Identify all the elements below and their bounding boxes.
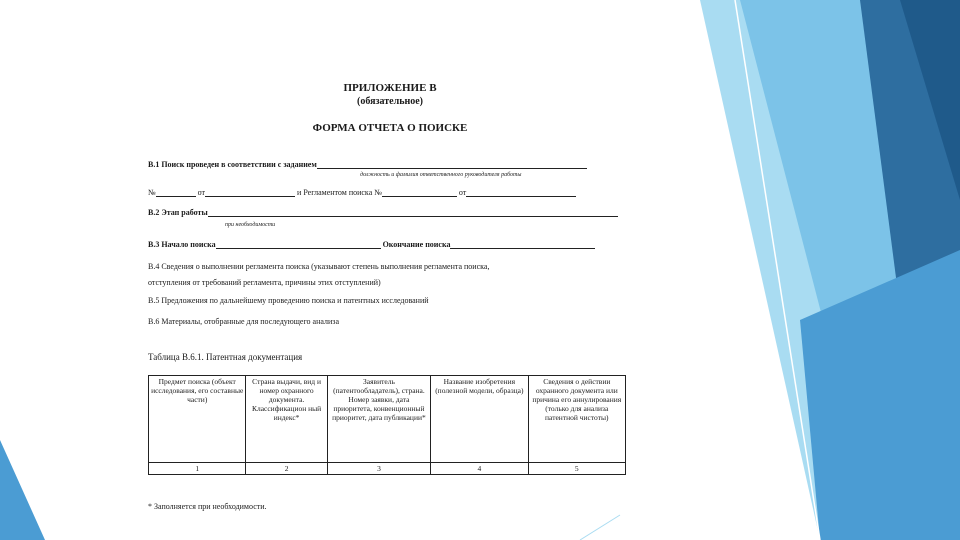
table-number-cell: 5 <box>528 463 625 475</box>
b4-line1: В.4 Сведения о выполнении регламента поиска (указывают степень выполнения регламента поиска, <box>148 262 490 271</box>
table-number-cell: 3 <box>327 463 430 475</box>
table-number-cell: 2 <box>246 463 327 475</box>
b5-line: В.5 Предложения по дальнейшему проведению поиска и патентных исследований <box>148 296 429 305</box>
table-header-row <box>149 376 626 463</box>
table-header-cell: Название изобретения (полезной модели, образца) <box>431 376 528 463</box>
b2-hint: при необходимости <box>225 222 276 228</box>
b2-line <box>148 208 618 217</box>
reg-label: и Регламентом поиска № <box>297 188 382 197</box>
b4-line2: отступления от требований регламента, причины этих отступлений) <box>148 278 381 287</box>
table-header-cell: Сведения о действии охранного документа или причина его аннулирования (только для анализа патентной чистоты) <box>528 376 625 463</box>
form-title: ФОРМА ОТЧЕТА О ПОИСКЕ <box>312 122 468 134</box>
num-label: № <box>148 188 156 197</box>
b1-line <box>148 160 587 169</box>
b1-label: В.1 Поиск проведен в соответствии с заданием <box>148 160 317 169</box>
from-label: от <box>197 188 206 197</box>
table-header-cell: Заявитель (патентообладатель), страна. Номер заявки, дата приоритета, конвенционный приоритет, дата публикации* <box>327 376 430 463</box>
footnote: * Заполняется при необходимости. <box>148 502 267 511</box>
patent-table <box>148 375 626 475</box>
from-label-2: от <box>458 188 467 197</box>
b6-line: В.6 Материалы, отобранные для последующего анализа <box>148 317 339 326</box>
b3-line <box>148 240 595 249</box>
table-number-cell: 4 <box>431 463 528 475</box>
b2-label: В.2 Этап работы <box>148 208 208 217</box>
appendix-title: ПРИЛОЖЕНИЕ В <box>343 82 437 94</box>
table-number-row <box>149 463 626 475</box>
table-header-cell: Предмет поиска (объект исследования, его составные части) <box>149 376 246 463</box>
left-accent-triangle <box>0 440 45 540</box>
document-page <box>130 70 650 520</box>
number-line <box>148 188 576 197</box>
b3-start-label: В.3 Начало поиска <box>148 240 216 249</box>
b1-hint: должность и фамилия ответственного руководителя работы <box>360 172 522 178</box>
b3-end-label: Окончание поиска <box>382 240 451 249</box>
table-caption: Таблица В.6.1. Патентная документация <box>148 352 303 362</box>
table-header-cell: Страна выдачи, вид и номер охранного документа. Классификацион ный индекс* <box>246 376 327 463</box>
appendix-subtitle: (обязательное) <box>356 96 424 107</box>
table-number-cell: 1 <box>149 463 246 475</box>
